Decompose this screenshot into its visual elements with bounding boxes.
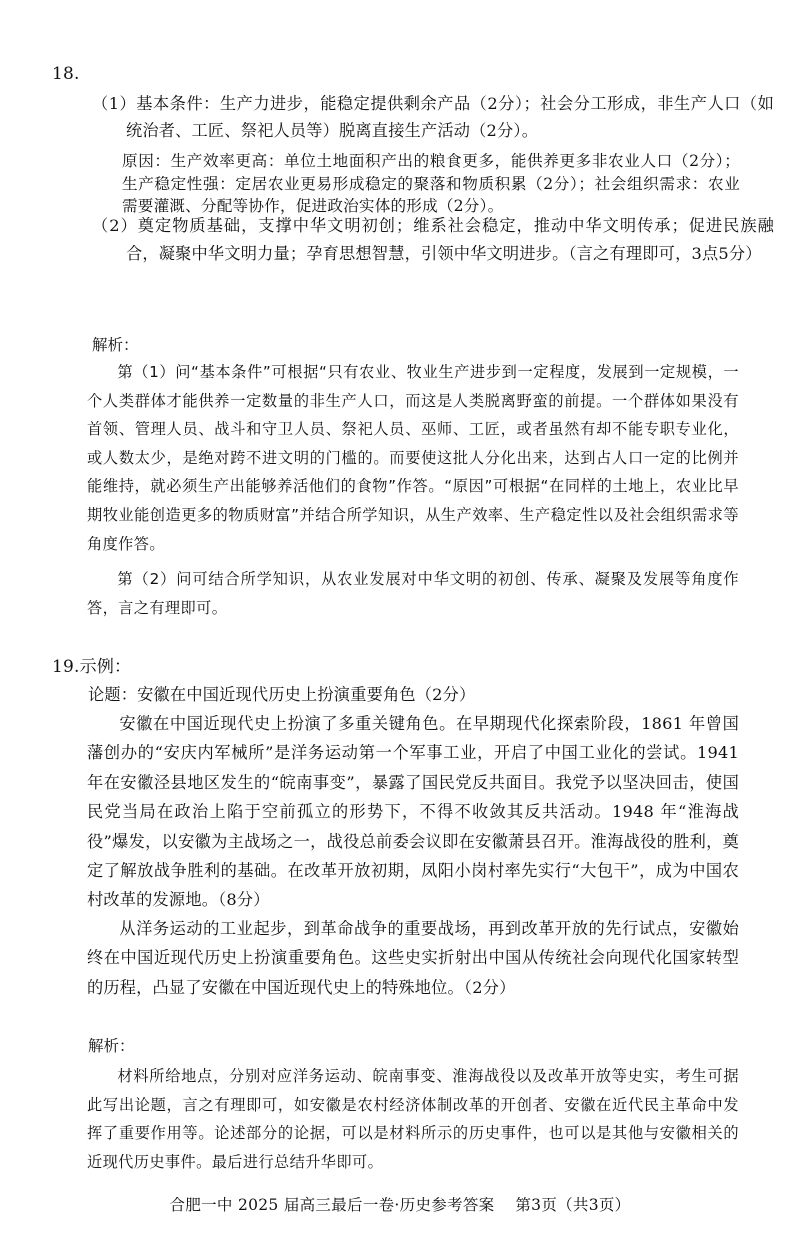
question-18-analysis-paragraph-1: 第（1）问“基本条件”可根据“只有农业、牧业生产进步到一定程度，发展到一定规模，一个人类群体才能供养一定数量的非生产人口，而这是人类脱离野蛮的前提。一个群体如果没有首领、管理人员、战斗和守卫人员、祭祀人员、巫师、工匠，或者虽然有却不能专职专业化，或人数太少，是绝对跨不进文明的门槛的。而要使这批人分化出来，达到占人口一定的比例并能维持，就必须生产出能够养活他们的食物”作答。“原因”可根据“在同样的土地上，农业比早期牧业能创造更多的物质财富”并结合所学知识，从生产效率、生产稳定性以及社会组织需求等角度作答。 bbox=[87, 363, 739, 553]
question-18-part1-answer bbox=[92, 90, 774, 144]
part1-prefix: （1） bbox=[92, 94, 137, 113]
question-19-thesis: 论题：安徽在中国近现代历史上扮演重要角色（2分） bbox=[88, 685, 476, 704]
question-18-part2-answer bbox=[92, 212, 774, 268]
question-19-body-paragraph-1: 安徽在中国近现代史上扮演了多重关键角色。在早期现代化探索阶段，1861 年曾国藩创办的“安庆内军械所”是洋务运动第一个军事工业，开启了中国工业化的尝试。1941 年在安徽泾县地区发生的“皖南事变”，暴露了国民党反共面目。我党予以坚决回击，使国民党当局在政治上陷于空前孤立的形势下，不得不收敛其反共活动。1948 年“淮海战役”爆发，以安徽为主战场之一，战役总前委会议即在安徽萧县召开。淮海战役的胜利，奠定了解放战争胜利的基础。在改革开放初期，凤阳小岗村率先实行“大包干”，成为中国农村改革的发源地。（8分） bbox=[87, 714, 739, 910]
question-18-part1-reason: 原因：生产效率更高：单位土地面积产出的粮食更多，能供养更多非农业人口（2分）；生产稳定性强：定居农业更易形成稳定的聚落和物质积累（2分）；社会组织需求：农业需要灌溉、分配等协作，促进政治实体的形成（2分）。 bbox=[122, 152, 740, 215]
question-18-analysis-paragraph-2: 第（2）问可结合所学知识，从农业发展对中华文明的初创、传承、凝聚及发展等角度作答，言之有理即可。 bbox=[87, 570, 739, 617]
question-19-body-paragraph-2: 从洋务运动的工业起步，到革命战争的重要战场，再到改革开放的先行试点，安徽始终在中国近现代历史上扮演重要角色。这些史实折射出中国从传统社会向现代化国家转型的历程，凸显了安徽在中国近现代史上的特殊地位。（2分） bbox=[87, 919, 739, 997]
part1-answer-text: 基本条件：生产力进步，能稳定提供剩余产品（2分）；社会分工形成，非生产人口（如统治者、工匠、祭祀人员等）脱离直接生产活动（2分）。 bbox=[126, 94, 775, 140]
question-19-analysis-paragraph-1: 材料所给地点，分别对应洋务运动、皖南事变、淮海战役以及改革开放等史实，考生可据此写出论题，言之有理即可，如安徽是农村经济体制改革的开创者、安徽在近代民主革命中发挥了重要作用等。论述部分的论据，可以是材料所示的历史事件，也可以是其他与安徽相关的近现代历史事件。最后进行总结升华即可。 bbox=[87, 1067, 739, 1171]
question-19-analysis-label: 解析： bbox=[88, 1037, 135, 1055]
question-18-number: 18. bbox=[52, 64, 80, 84]
question-18-analysis-label: 解析： bbox=[92, 336, 139, 354]
part2-answer-text: 奠定物质基础，支撑中华文明初创；维系社会稳定，推动中华文明传承；促进民族融合，凝聚中华文明力量；孕育思想智慧，引领中华文明进步。（言之有理即可，3点5分） bbox=[126, 216, 774, 263]
part2-prefix: （2） bbox=[92, 216, 138, 235]
question-19-number: 19.示例： bbox=[52, 657, 132, 677]
page-footer: 合肥一中 2025 届高三最后一卷·历史参考答案 第3页（共3页） bbox=[169, 1196, 631, 1214]
